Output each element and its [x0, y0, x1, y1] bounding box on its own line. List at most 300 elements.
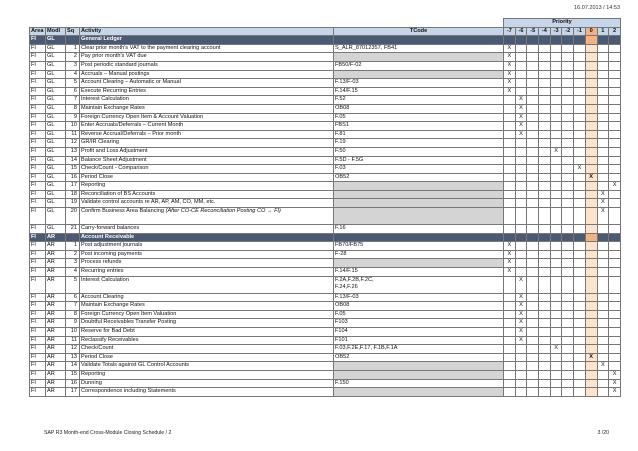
- row-seq: 17: [66, 182, 80, 191]
- row-area: FI: [30, 379, 46, 388]
- priority-cell: [609, 113, 621, 122]
- priority-cell: [597, 147, 609, 156]
- priority-cell: [527, 319, 539, 328]
- row-seq: 13: [66, 353, 80, 362]
- priority-cell: [585, 319, 597, 328]
- row-seq: 18: [66, 190, 80, 199]
- priority-cell: [609, 44, 621, 53]
- priority-cell: [585, 122, 597, 131]
- priority-cell: [597, 379, 609, 388]
- priority-cell: [539, 79, 551, 88]
- row-tcode: [334, 242, 504, 251]
- row-tcode: [334, 87, 504, 96]
- row-activity: [80, 113, 334, 122]
- priority-cell: [550, 61, 562, 70]
- priority-cell: [609, 165, 621, 174]
- priority-cell: [574, 44, 586, 53]
- priority-cell: [597, 70, 609, 79]
- priority-cell: [515, 130, 527, 139]
- row-seq: 9: [66, 113, 80, 122]
- row-seq: 7: [66, 302, 80, 311]
- priority-cell: [515, 139, 527, 148]
- tcode-text: F.03: [335, 165, 346, 172]
- priority-cell: [574, 328, 586, 337]
- priority-mark: X: [519, 302, 523, 309]
- priority-mark: X: [519, 130, 523, 137]
- priority-cell: [574, 302, 586, 311]
- row-activity: [80, 225, 334, 234]
- row-module: GL: [46, 147, 66, 156]
- row-tcode: [334, 61, 504, 70]
- priority-cell: [527, 79, 539, 88]
- row-tcode: [334, 276, 504, 293]
- priority-cell: [504, 165, 516, 174]
- row-seq: 8: [66, 104, 80, 113]
- priority-cell: [562, 319, 574, 328]
- priority-cell: [574, 79, 586, 88]
- priority-cell: [562, 268, 574, 277]
- priority-cell: [504, 353, 516, 362]
- priority-cell: [574, 53, 586, 62]
- priority-cell: [574, 139, 586, 148]
- priority-cell: [504, 293, 516, 302]
- table-row: [30, 44, 621, 53]
- priority-cell: [527, 345, 539, 354]
- priority-cell: [504, 362, 516, 371]
- row-activity: [80, 130, 334, 139]
- priority-cell: [597, 250, 609, 259]
- priority-cell: [527, 147, 539, 156]
- priority-cell: [539, 182, 551, 191]
- priority-cell: [585, 225, 597, 234]
- priority-cell: [539, 268, 551, 277]
- priority-col--2: -2: [562, 27, 574, 36]
- row-activity: [80, 139, 334, 148]
- priority-cell: [574, 379, 586, 388]
- activity-text: Reconciliation of BS Accounts: [81, 190, 156, 197]
- priority-cell: [597, 79, 609, 88]
- row-module: AR: [46, 379, 66, 388]
- priority-cell: [527, 96, 539, 105]
- table-row: [30, 225, 621, 234]
- priority-cell: [515, 61, 527, 70]
- section-prio-cell: [550, 36, 562, 45]
- row-module: GL: [46, 139, 66, 148]
- priority-cell: [515, 190, 527, 199]
- priority-cell: [515, 276, 527, 293]
- priority-cell: [562, 87, 574, 96]
- row-tcode: [334, 293, 504, 302]
- row-tcode: [334, 370, 504, 379]
- priority-cell: [562, 362, 574, 371]
- priority-cell: [550, 225, 562, 234]
- row-module: AR: [46, 268, 66, 277]
- priority-cell: [597, 336, 609, 345]
- table-row: [30, 293, 621, 302]
- row-area: FI: [30, 310, 46, 319]
- priority-mark: X: [507, 268, 512, 275]
- section-prio-cell: [597, 233, 609, 242]
- priority-cell: [515, 156, 527, 165]
- priority-cell: [504, 70, 516, 79]
- priority-cell: [515, 165, 527, 174]
- row-seq: 2: [66, 53, 80, 62]
- priority-cell: [539, 190, 551, 199]
- priority-cell: [597, 353, 609, 362]
- row-module: GL: [46, 79, 66, 88]
- section-tcode: [334, 233, 504, 242]
- row-tcode: [334, 190, 504, 199]
- row-seq: 17: [66, 388, 80, 397]
- section-prio-cell: [597, 36, 609, 45]
- row-area: FI: [30, 328, 46, 337]
- priority-cell: [527, 139, 539, 148]
- priority-cell: [550, 156, 562, 165]
- tcode-text: F.2A,F.2B,F.2C,: [335, 276, 374, 283]
- priority-cell: [574, 250, 586, 259]
- priority-cell: [562, 113, 574, 122]
- priority-cell: [504, 302, 516, 311]
- row-tcode: [334, 336, 504, 345]
- section-tcode: [334, 36, 504, 45]
- priority-cell: [539, 53, 551, 62]
- priority-cell: [515, 242, 527, 251]
- row-activity: [80, 345, 334, 354]
- row-tcode: [334, 268, 504, 277]
- row-tcode: [334, 53, 504, 62]
- row-area: FI: [30, 319, 46, 328]
- row-activity: [80, 190, 334, 199]
- priority-cell: [550, 388, 562, 397]
- priority-mark: X: [519, 113, 523, 120]
- row-area: FI: [30, 242, 46, 251]
- row-module: AR: [46, 293, 66, 302]
- tcode-text-2: F.24,F.26: [335, 284, 358, 291]
- priority-cell: [597, 122, 609, 131]
- priority-cell: [562, 165, 574, 174]
- priority-cell: [609, 147, 621, 156]
- table-row: [30, 156, 621, 165]
- priority-cell: [527, 302, 539, 311]
- row-tcode: [334, 156, 504, 165]
- row-seq: 7: [66, 96, 80, 105]
- priority-col--5: -5: [527, 27, 539, 36]
- row-tcode: [334, 79, 504, 88]
- priority-cell: [597, 259, 609, 268]
- priority-cell: [562, 293, 574, 302]
- priority-mark: X: [519, 96, 523, 103]
- row-module: GL: [46, 225, 66, 234]
- priority-cell: [504, 225, 516, 234]
- priority-cell: [574, 104, 586, 113]
- priority-cell: [550, 242, 562, 251]
- row-seq: 10: [66, 122, 80, 131]
- priority-cell: [515, 353, 527, 362]
- priority-cell: [574, 199, 586, 208]
- row-activity: [80, 276, 334, 293]
- priority-cell: [597, 276, 609, 293]
- priority-cell: [597, 319, 609, 328]
- priority-cell: [585, 96, 597, 105]
- priority-cell: [504, 147, 516, 156]
- section-seq: [66, 36, 80, 45]
- activity-text: Account Clearing – Automatic or Manual: [81, 79, 181, 86]
- priority-cell: [609, 388, 621, 397]
- priority-mark: X: [612, 379, 617, 386]
- priority-cell: [539, 147, 551, 156]
- row-area: FI: [30, 388, 46, 397]
- priority-cell: [609, 104, 621, 113]
- col-tcode: TCode: [334, 27, 504, 36]
- priority-cell: [585, 156, 597, 165]
- priority-cell: [574, 147, 586, 156]
- tcode-text: F.50: [335, 147, 346, 154]
- priority-cell: [539, 173, 551, 182]
- priority-cell: [527, 293, 539, 302]
- priority-cell: [585, 345, 597, 354]
- priority-cell: [515, 370, 527, 379]
- priority-cell: [609, 336, 621, 345]
- priority-cell: [527, 199, 539, 208]
- section-prio-cell: [562, 36, 574, 45]
- tcode-text: F101: [335, 336, 348, 343]
- priority-cell: [539, 293, 551, 302]
- priority-cell: [504, 310, 516, 319]
- row-area: FI: [30, 87, 46, 96]
- row-area: FI: [30, 104, 46, 113]
- footer: [44, 430, 609, 436]
- row-area: FI: [30, 182, 46, 191]
- priority-cell: [574, 310, 586, 319]
- priority-cell: [609, 96, 621, 105]
- priority-cell: [585, 276, 597, 293]
- row-seq: 14: [66, 362, 80, 371]
- priority-cell: [527, 362, 539, 371]
- row-activity: [80, 182, 334, 191]
- activity-text: Maintain Exchange Rates: [81, 302, 145, 309]
- priority-cell: [539, 250, 551, 259]
- row-area: FI: [30, 147, 46, 156]
- priority-cell: [515, 388, 527, 397]
- priority-cell: [562, 130, 574, 139]
- row-seq: 6: [66, 87, 80, 96]
- section-prio-cell: [562, 233, 574, 242]
- row-tcode: [334, 182, 504, 191]
- table-row: [30, 61, 621, 70]
- priority-cell: [550, 104, 562, 113]
- row-tcode: [334, 104, 504, 113]
- row-seq: 16: [66, 379, 80, 388]
- tcode-text: S_ALR_87012357, FB41: [335, 44, 398, 51]
- priority-cell: [609, 310, 621, 319]
- priority-cell: [585, 362, 597, 371]
- priority-cell: [539, 310, 551, 319]
- priority-cell: [539, 70, 551, 79]
- row-activity: [80, 293, 334, 302]
- row-activity: [80, 61, 334, 70]
- priority-cell: [597, 225, 609, 234]
- row-module: GL: [46, 61, 66, 70]
- priority-cell: [527, 130, 539, 139]
- priority-cell: [609, 173, 621, 182]
- priority-cell: [539, 96, 551, 105]
- row-tcode: [334, 130, 504, 139]
- activity-text: Profit and Loss Adjustment: [81, 147, 148, 154]
- priority-cell: [550, 165, 562, 174]
- row-area: FI: [30, 70, 46, 79]
- priority-cell: [550, 79, 562, 88]
- priority-cell: [597, 182, 609, 191]
- priority-cell: [562, 44, 574, 53]
- table-row: [30, 362, 621, 371]
- row-seq: 12: [66, 345, 80, 354]
- activity-text: Dunning: [81, 379, 102, 386]
- priority-cell: [515, 70, 527, 79]
- priority-cell: [527, 122, 539, 131]
- priority-cell: [585, 199, 597, 208]
- row-area: FI: [30, 250, 46, 259]
- priority-mark: X: [519, 122, 523, 129]
- activity-text: Reporting: [81, 182, 106, 189]
- row-module: GL: [46, 87, 66, 96]
- row-area: FI: [30, 96, 46, 105]
- priority-cell: [539, 336, 551, 345]
- priority-cell: [504, 122, 516, 131]
- priority-cell: [539, 122, 551, 131]
- row-seq: 15: [66, 165, 80, 174]
- priority-cell: [609, 268, 621, 277]
- priority-cell: [585, 208, 597, 225]
- priority-cell: [527, 388, 539, 397]
- priority-cell: [562, 156, 574, 165]
- row-activity: [80, 336, 334, 345]
- priority-mark: X: [600, 208, 605, 215]
- section-prio-cell: [527, 36, 539, 45]
- priority-cell: [550, 147, 562, 156]
- priority-cell: [504, 250, 516, 259]
- row-tcode: [334, 259, 504, 268]
- priority-cell: [574, 225, 586, 234]
- header-date: 16.07.2013 / 14:53: [574, 5, 620, 11]
- priority-cell: [609, 293, 621, 302]
- table-row: [30, 353, 621, 362]
- priority-cell: [527, 173, 539, 182]
- priority-cell: [585, 388, 597, 397]
- table-row: [30, 199, 621, 208]
- row-seq: 11: [66, 336, 80, 345]
- row-tcode: [334, 345, 504, 354]
- priority-cell: [562, 104, 574, 113]
- row-activity: [80, 122, 334, 131]
- priority-cell: [527, 225, 539, 234]
- column-header-row: [30, 27, 621, 36]
- col-module: Modl: [46, 27, 66, 36]
- priority-cell: [562, 96, 574, 105]
- priority-cell: [562, 70, 574, 79]
- row-tcode: [334, 362, 504, 371]
- row-module: GL: [46, 130, 66, 139]
- priority-cell: [539, 276, 551, 293]
- section-prio-cell: [527, 233, 539, 242]
- table-row: [30, 276, 621, 293]
- tcode-text: F.19: [335, 139, 346, 146]
- row-seq: 10: [66, 328, 80, 337]
- priority-cell: [539, 156, 551, 165]
- priority-cell: [504, 139, 516, 148]
- priority-cell: [550, 190, 562, 199]
- row-tcode: [334, 199, 504, 208]
- priority-cell: [515, 53, 527, 62]
- priority-cell: [550, 122, 562, 131]
- table-row: [30, 328, 621, 337]
- priority-cell: [515, 113, 527, 122]
- priority-cell: [574, 113, 586, 122]
- row-module: AR: [46, 302, 66, 311]
- priority-cell: [597, 156, 609, 165]
- priority-cell: [504, 379, 516, 388]
- table-row: [30, 182, 621, 191]
- priority-cell: [562, 122, 574, 131]
- priority-cell: [609, 250, 621, 259]
- priority-cell: [539, 242, 551, 251]
- row-seq: 3: [66, 259, 80, 268]
- priority-cell: [609, 379, 621, 388]
- priority-cell: [574, 319, 586, 328]
- priority-cell: [515, 96, 527, 105]
- row-tcode: [334, 319, 504, 328]
- priority-cell: [550, 70, 562, 79]
- priority-cell: [574, 370, 586, 379]
- priority-cell: [504, 96, 516, 105]
- table-row: [30, 130, 621, 139]
- priority-cell: [562, 147, 574, 156]
- row-area: FI: [30, 122, 46, 131]
- activity-text: Reserve for Bad Debt: [81, 328, 135, 334]
- priority-cell: [585, 70, 597, 79]
- table-row: [30, 70, 621, 79]
- activity-text: Reporting: [81, 370, 106, 377]
- priority-cell: [539, 199, 551, 208]
- activity-text: Post incoming payments: [81, 250, 142, 257]
- priority-mark: X: [519, 336, 523, 343]
- priority-cell: [585, 250, 597, 259]
- tcode-text: F.81: [335, 130, 346, 137]
- priority-cell: [504, 388, 516, 397]
- row-activity: [80, 208, 334, 225]
- priority-cell: [609, 130, 621, 139]
- activity-text: Clear prior month's VAT to the payment clearing account: [81, 44, 221, 51]
- row-area: FI: [30, 156, 46, 165]
- priority-cell: [515, 268, 527, 277]
- priority-cell: [585, 165, 597, 174]
- row-tcode: [334, 328, 504, 337]
- row-module: GL: [46, 182, 66, 191]
- priority-cell: [515, 122, 527, 131]
- priority-cell: [585, 53, 597, 62]
- activity-text: Correspondence including Statements: [81, 388, 176, 395]
- priority-col--4: -4: [539, 27, 551, 36]
- row-area: FI: [30, 370, 46, 379]
- row-activity: [80, 96, 334, 105]
- priority-cell: [527, 379, 539, 388]
- priority-cell: [562, 208, 574, 225]
- priority-cell: [585, 87, 597, 96]
- row-tcode: [334, 208, 504, 225]
- priority-cell: [574, 122, 586, 131]
- priority-col--3: -3: [550, 27, 562, 36]
- priority-cell: [515, 302, 527, 311]
- priority-cell: [515, 104, 527, 113]
